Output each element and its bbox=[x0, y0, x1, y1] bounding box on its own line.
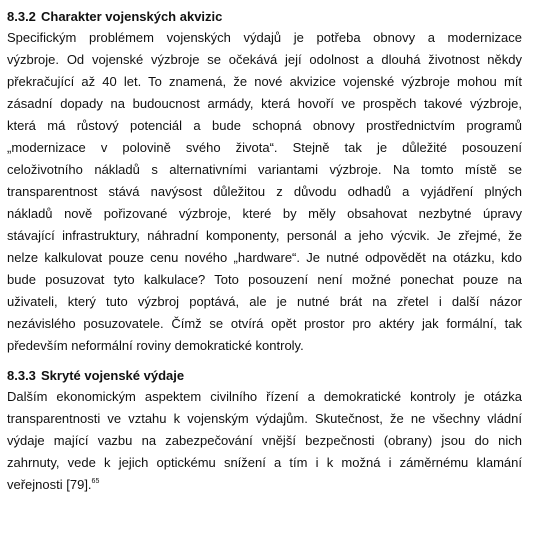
text-line: nákladů nově pořizované výzbroje, které by měly obsahovat nezbytné úpravy bbox=[7, 206, 522, 221]
text-line: Specifickým problémem vojenských výdajů je potřeba obnovy a modernizace bbox=[7, 30, 522, 45]
text-line: která má růstový potenciál a bude schopná obnovy prostřednictvím programů bbox=[7, 118, 522, 133]
section-number: 8.3.3 bbox=[7, 368, 36, 383]
text-line: nelze kalkulovat pouze cenu nového „hardware“. Je nutné odpovědět na otázku, kdo bbox=[7, 250, 522, 265]
text-line: transparentnosti ve vztahu k vojenským výdajům. Skutečnost, že ne všechny vládní bbox=[7, 411, 522, 426]
text-line: „modernizace v polovině svého života“. Stejně tak je důležité posouzení bbox=[7, 140, 522, 155]
section-heading bbox=[7, 367, 522, 384]
section-8-3-3 bbox=[7, 367, 522, 496]
section-heading bbox=[7, 8, 522, 25]
text-line: nezávislého posuzovatele. Čímž se otvírá opět prostor pro aktéry jak formální, tak bbox=[7, 316, 522, 331]
text-line: transparentnost stává navýsost důležitou z důvodu odhadů a vyjádření plných bbox=[7, 184, 522, 199]
text-line: stávající infrastruktury, náhradní komponenty, personál a jeho výcvik. Je zřejmé, že bbox=[7, 228, 522, 243]
text-line: veřejnosti [79]. bbox=[7, 477, 92, 492]
text-line: zásadní dopady na budoucnost armády, která hovoří ve prospěch takové výzbroje, bbox=[7, 96, 522, 111]
paragraph bbox=[7, 27, 522, 357]
text-line: celoživotního nákladů s alternativními variantami výzbroje. Na tomto místě se bbox=[7, 162, 522, 177]
text-line: uživateli, který tuto výzbroj poptává, ale je nutné brát na zřetel i další názor bbox=[7, 294, 522, 309]
document-page bbox=[7, 8, 522, 496]
text-line: výdaje mající vazbu na zabezpečování vnější bezpečnosti (obrany) jsou do nich bbox=[7, 433, 522, 448]
paragraph bbox=[7, 386, 522, 496]
text-line: zahrnuty, vede k jejich optickému snížení a tím i k možná i záměrnému klamání bbox=[7, 455, 522, 470]
text-line: především neformální roviny demokratické kontroly. bbox=[7, 338, 304, 353]
section-number: 8.3.2 bbox=[7, 9, 36, 24]
text-line-with-footnote bbox=[7, 474, 522, 496]
text-line: bude posuzovat tyto kalkulace? Toto posouzení není možné ponechat pouze na bbox=[7, 272, 522, 287]
text-line: Dalším ekonomickým aspektem civilního řízení a demokratické kontroly je otázka bbox=[7, 389, 522, 404]
section-title: Charakter vojenských akvizic bbox=[41, 9, 223, 24]
section-8-3-2 bbox=[7, 8, 522, 357]
section-title: Skryté vojenské výdaje bbox=[41, 368, 185, 383]
footnote-reference[interactable]: 65 bbox=[91, 478, 100, 485]
text-line: výzbroje. Od vojenské výzbroje se očekává její odolnost a dlouhá životnost někdy bbox=[7, 52, 522, 67]
text-line: překračující až 40 let. To znamená, že nové akvizice vojenské výzbroje mohou mít bbox=[7, 74, 522, 89]
